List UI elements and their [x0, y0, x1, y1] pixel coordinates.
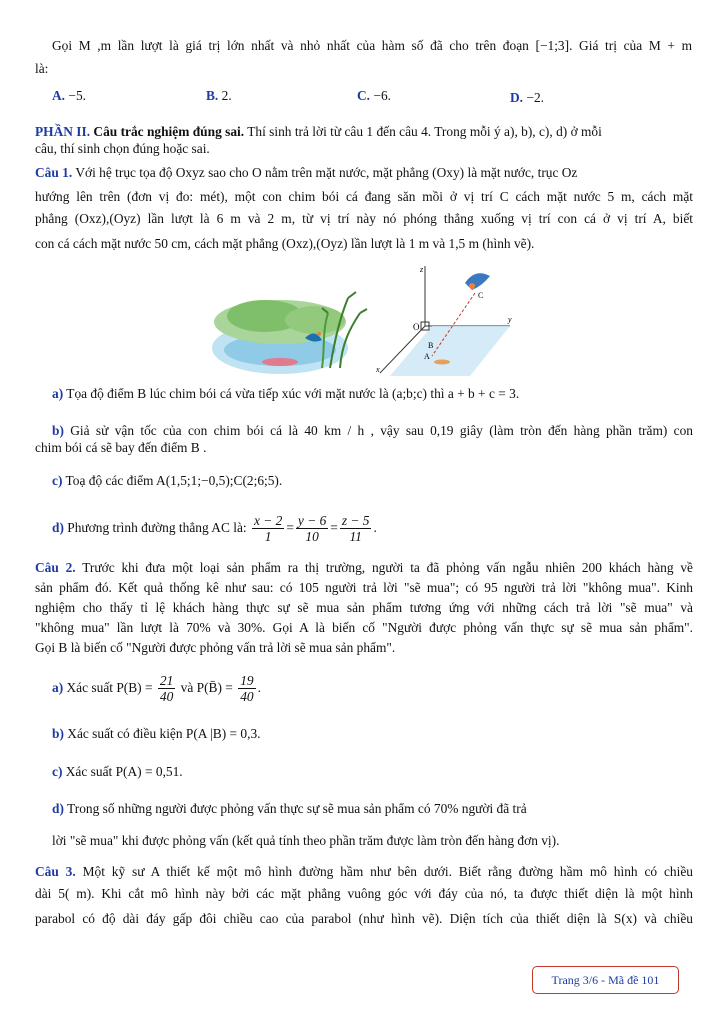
fraction: $\frac{x - 2}{1}$	[253, 513, 283, 545]
q1-option-c: c) Toạ độ các điểm A(1,5;1;−0,5);C(2;6;5).	[52, 473, 283, 488]
q1-line: hướng lên trên (đơn vị đo: mét), một con chim bói cá đang săn mồi ở vị trí C cách mặt nước 5 m, cách mặt	[35, 189, 693, 204]
axis-label-x: x	[376, 365, 380, 374]
q2-option-b: b) Xác suất có điều kiện P(A |B) = 0,3.	[52, 726, 261, 741]
q1-option-b: b) Giả sử vận tốc của con chim bói cá là 40 km / h , vậy sau 0,19 giây (làm tròn đến hàng phần trăm) con	[52, 423, 693, 438]
fraction: $\frac{19}{40}$	[240, 673, 254, 705]
page-footer-label: Trang 3/6 - Mã đề 101	[532, 966, 679, 994]
q1-option-a: a) Tọa độ điểm B lúc chim bói cá vừa tiếp xúc với mặt nước là (a;b;c) thì a + b + c = 3.	[52, 386, 520, 401]
q1-option-b-line: chim bói cá sẽ bay đến điểm B .	[35, 440, 207, 455]
option-c: C. −6.	[357, 88, 391, 103]
q2-line: nghiệm cho thấy tỉ lệ khách hàng thực sự sẽ mua sản phẩm tương ứng với những cách trả lời "sẽ mua" và	[35, 600, 693, 615]
axis-label-z: z	[420, 265, 424, 274]
q2-option-d: d) Trong số những người được phỏng vấn thực sự sẽ mua sản phẩm có 70% người đã trả	[52, 801, 527, 816]
kingfisher-figure	[210, 258, 540, 378]
q1-option-d: d) Phương trình đường thẳng AC là: $\frac{x - 2}{1}$ = $\frac{y - 6}{10}$ = $\frac{z - 5}{11}$ .	[52, 513, 377, 545]
q1-line: Câu 1. Với hệ trục tọa độ Oxyz sao cho O nằm trên mặt nước, mặt phẳng (Oxy) là mặt nước, trục Oz	[35, 165, 578, 180]
q2-line: sản phẩm đó. Kết quả thống kê như sau: có 105 người trả lời "sẽ mua"; có 95 người trả lời "không mua". Kinh	[35, 580, 693, 595]
origin-label: O	[413, 322, 420, 332]
prev-question-line: Gọi M ,m lần lượt là giá trị lớn nhất và nhỏ nhất của hàm số đã cho trên đoạn [−1;3]. Giá trị của M + m	[52, 38, 692, 53]
q3-line: Câu 3. Một kỹ sư A thiết kế một mô hình đường hầm như bên dưới. Biết rằng đường hầm mô hình có chiều	[35, 864, 693, 879]
option-a: A. −5.	[52, 88, 86, 103]
point-c-label: C	[478, 291, 484, 300]
part2-heading-line: câu, thí sinh chọn đúng hoặc sai.	[35, 141, 210, 156]
q2-option-d-line: lời "sẽ mua" khi được phỏng vấn (kết quả tính theo phần trăm được làm tròn đến hàng đơn vị).	[52, 833, 560, 848]
q3-line: parabol có độ dài đáy gấp đôi chiều cao của parabol (như hình vẽ). Diện tích của thiết diện là S(x) và chiều	[35, 911, 693, 926]
q2-option-a: a) Xác suất P(B) = $\frac{21}{40}$ và P(B̄) = $\frac{19}{40}$ .	[52, 673, 261, 705]
q1-line: con cá cách mặt nước 50 cm, cách mặt phẳng (Oxz),(Oyz) lần lượt là 1 m và 1,5 m (hình vẽ).	[35, 236, 535, 251]
part2-heading: PHẦN II. Câu trắc nghiệm đúng sai. Thí sinh trả lời từ câu 1 đến câu 4. Trong mỗi ý a), b), c), d) ở mỗi	[35, 124, 602, 139]
q2-line: "không mua" lần lượt là 70% và 30%. Gọi A là biến cố "Người được phỏng vấn thực sự sẽ mua sản phẩm".	[35, 620, 693, 635]
q2-line: Gọi B là biến cố "Người được phỏng vấn trả lời sẽ mua sản phẩm".	[35, 640, 396, 655]
fraction: $\frac{y - 6}{10}$	[297, 513, 327, 545]
fraction: $\frac{z - 5}{11}$	[341, 513, 370, 545]
prev-question-line: là:	[35, 61, 49, 76]
pond-illustration	[212, 292, 367, 374]
q2-line: Câu 2. Trước khi đưa một loại sản phẩm ra thị trường, người ta đã phỏng vấn ngẫu nhiên 200 khách hàng về	[35, 560, 693, 575]
point-a-label: A	[424, 352, 430, 361]
option-b: B. 2.	[206, 88, 232, 103]
q1-line: phẳng (Oxz),(Oyz) lần lượt là 6 m và 2 m, từ vị trí này nó phóng thẳng xuống vị trí con cá ở vị trí A, biết	[35, 211, 693, 226]
q2-option-c: c) Xác suất P(A) = 0,51.	[52, 764, 183, 779]
q3-line: dài 5( m). Khi cắt mô hình này bởi các mặt phẳng vuông góc với đáy của nó, ta được thiết diện là một hình	[35, 886, 693, 901]
axis-label-y: y	[508, 315, 512, 324]
coordinate-axes	[375, 265, 512, 376]
option-d: D. −2.	[510, 90, 544, 105]
fraction: $\frac{21}{40}$	[159, 673, 174, 705]
point-b-label: B	[428, 341, 434, 350]
